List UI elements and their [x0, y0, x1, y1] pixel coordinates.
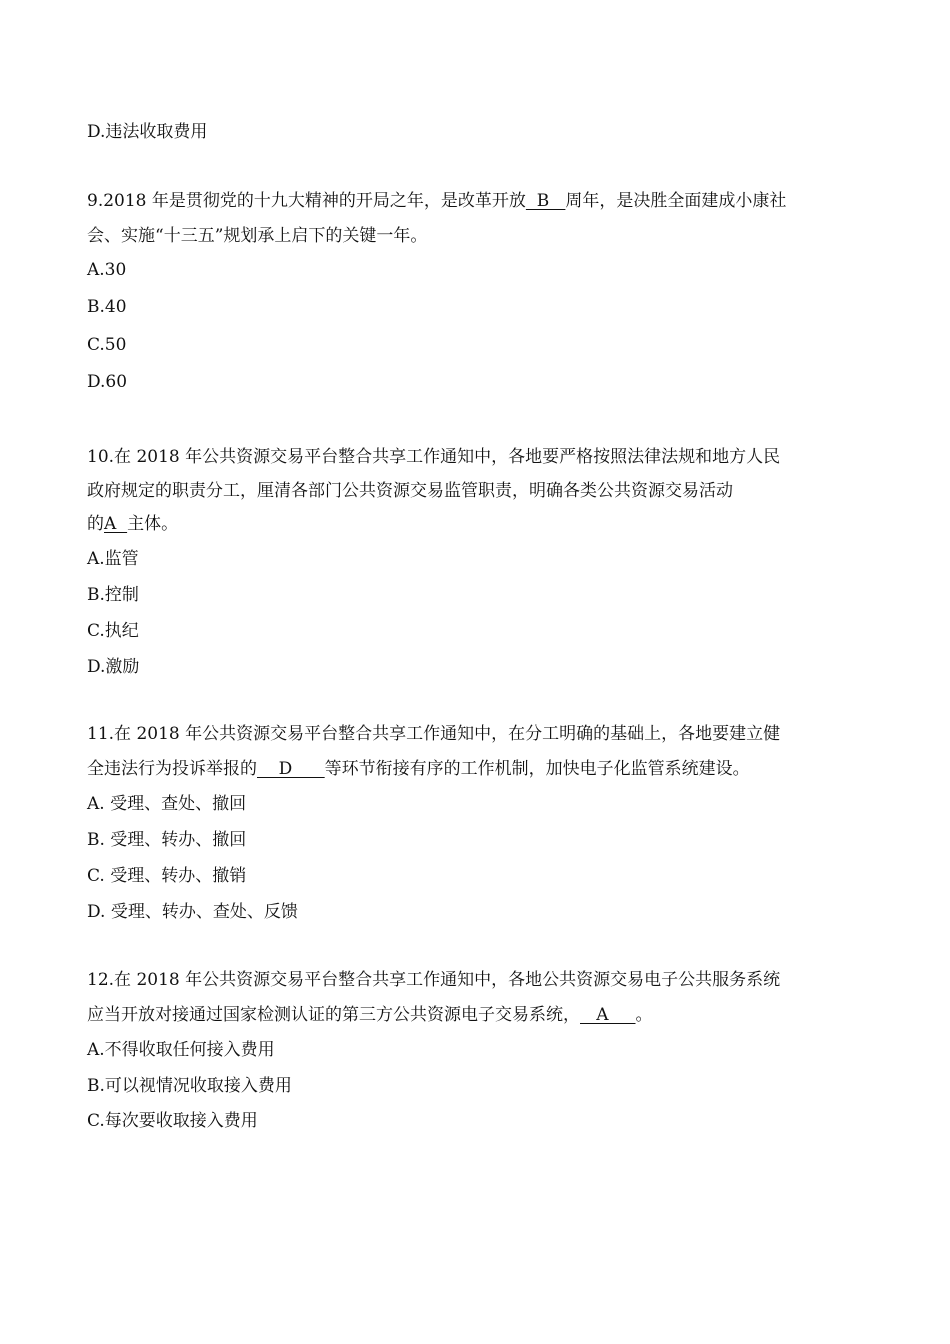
q10-stem-text: 的 [87, 514, 104, 534]
q11-option-d: D. 受理、转办、查处、反馈 [87, 902, 298, 922]
q9-answer-blank: B [525, 191, 566, 211]
q10-stem-text-after: 主体。 [127, 514, 179, 534]
q9-option-d: D.60 [87, 372, 128, 392]
q9-option-c: C.50 [87, 335, 127, 355]
q10-option-a: A.监管 [87, 549, 139, 569]
q11-stem-text-after: 等环节衔接有序的工作机制，加快电子化监管系统建设。 [324, 759, 750, 779]
q9-option-a: A.30 [87, 260, 127, 280]
q11-stem-line-2 [87, 758, 750, 780]
q12-option-c: C.每次要收取接入费用 [87, 1111, 258, 1131]
document-page [87, 0, 867, 1344]
q10-option-c: C.执纪 [87, 621, 139, 641]
q10-stem-line-1: 10.在 2018 年公共资源交易平台整合共享工作通知中，各地要严格按照法律法规和地方人民 [87, 447, 781, 467]
q9-stem-text: 9.2018 年是贯彻党的十九大精神的开局之年，是改革开放 [87, 191, 526, 211]
q12-answer-blank: A [580, 1005, 636, 1025]
prev-option-d: D.违法收取费用 [87, 122, 208, 142]
q12-stem-line-1: 12.在 2018 年公共资源交易平台整合共享工作通知中，各地公共资源交易电子公共服务系统 [87, 970, 781, 990]
q9-stem-line-2: 会、实施“十三五”规划承上启下的关键一年。 [87, 226, 428, 246]
q11-stem-text: 全违法行为投诉举报的 [87, 759, 257, 779]
q11-option-a: A. 受理、查处、撤回 [87, 794, 247, 814]
q10-stem-line-2: 政府规定的职责分工，厘清各部门公共资源交易监管职责，明确各类公共资源交易活动 [87, 481, 733, 501]
q10-option-b: B.控制 [87, 585, 139, 605]
q9-stem-line-1 [87, 190, 786, 212]
q12-option-b: B.可以视情况收取接入费用 [87, 1076, 292, 1096]
q12-stem-line-2 [87, 1004, 653, 1026]
q10-stem-line-3 [87, 513, 178, 535]
q12-stem-text-after: 。 [635, 1005, 653, 1025]
q10-option-d: D.激励 [87, 657, 140, 677]
q11-answer-blank: D [257, 759, 325, 779]
q11-option-b: B. 受理、转办、撤回 [87, 830, 247, 850]
q9-option-b: B.40 [87, 297, 127, 317]
q12-stem-text: 应当开放对接通过国家检测认证的第三方公共资源电子交易系统， [87, 1005, 580, 1025]
q9-stem-text-after: 周年，是决胜全面建成小康社 [565, 191, 787, 211]
q11-option-c: C. 受理、转办、撤销 [87, 866, 247, 886]
q10-answer-blank: A [104, 514, 128, 534]
q12-option-a: A.不得收取任何接入费用 [87, 1040, 275, 1060]
q11-stem-line-1: 11.在 2018 年公共资源交易平台整合共享工作通知中，在分工明确的基础上，各地要建立健 [87, 724, 781, 744]
